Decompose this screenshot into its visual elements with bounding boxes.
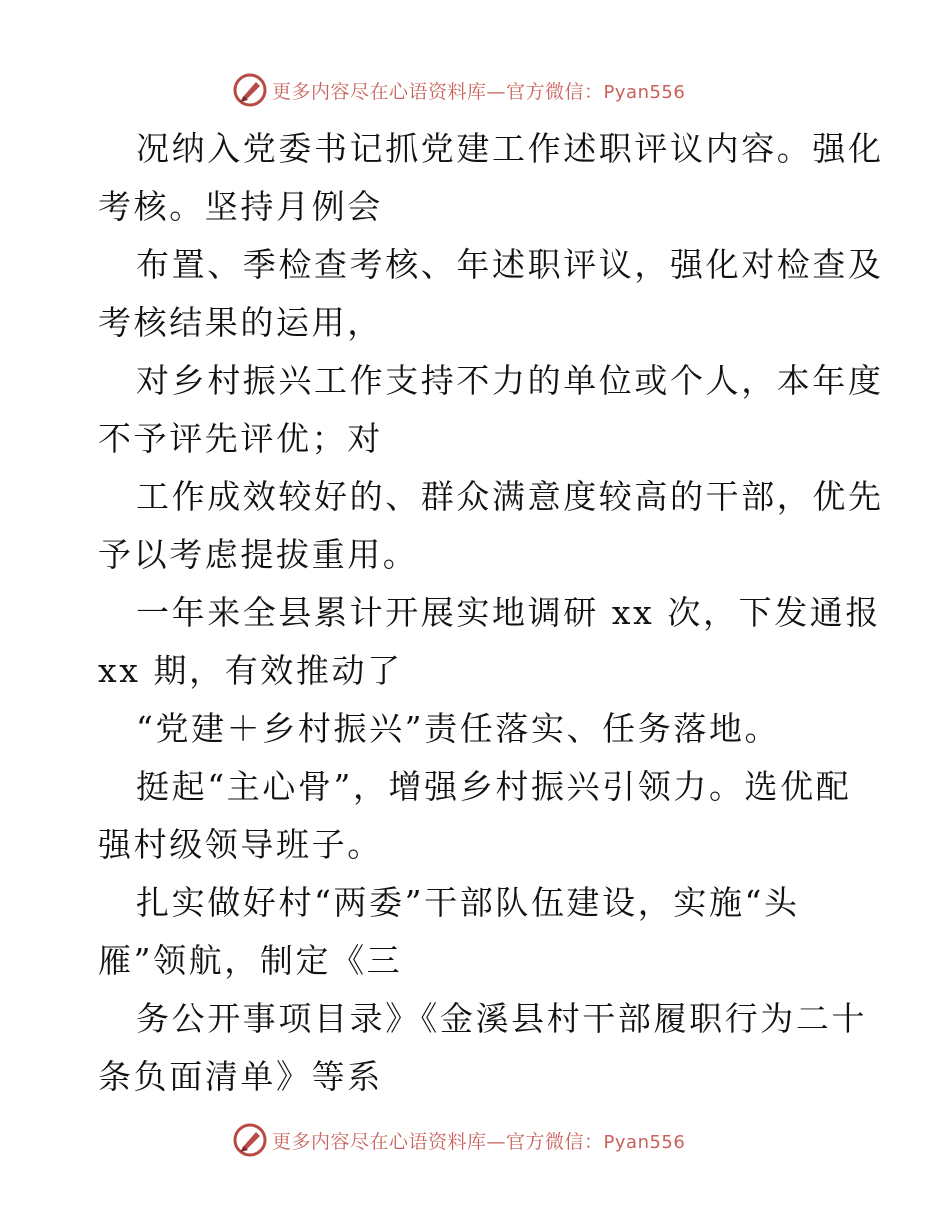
watermark-dash: — [486,80,507,103]
header-watermark [232,70,732,110]
text-line: 挺起“主心骨”，增强乡村振兴引领力。选优配 [136,767,852,806]
text-line: 对乡村振兴工作支持不力的单位或个人，本年度 [136,361,884,400]
pen-logo-icon [232,1122,268,1158]
watermark-main-text: 更多内容尽在心语资料库 [272,80,487,103]
text-line: 务公开事项目录》《金溪县村干部履职行为二十 [136,999,868,1038]
text-line: 考核。坚持月例会 [98,187,383,226]
watermark-id: Pyan556 [603,1131,686,1153]
watermark-id: Pyan556 [603,81,686,103]
text-line: 考核结果的运用， [98,303,383,342]
text-line: 一年来全县累计开展实地调研 xx 次，下发通报 [136,593,882,632]
text-line: 予以考虑提拔重用。 [98,535,419,574]
watermark-sub-text: 官方微信： [506,80,604,103]
text-line: 强村级领导班子。 [98,825,383,864]
footer-watermark [232,1120,732,1160]
text-line: 扎实做好村“两委”干部队伍建设，实施“头 [136,883,800,922]
text-line: xx 期，有效推动了 [98,651,403,690]
text-line: 况纳入党委书记抓党建工作述职评议内容。强化 [136,129,884,168]
text-line: “党建＋乡村振兴”责任落实、任务落地。 [136,709,781,748]
watermark-main-text: 更多内容尽在心语资料库 [272,1130,487,1153]
text-line: 工作成效较好的、群众满意度较高的干部，优先 [136,477,884,516]
body-text [98,120,884,1106]
text-line: 不予评先评优；对 [98,419,383,458]
watermark-sub-text: 官方微信： [506,1130,604,1153]
text-line: 雁”领航，制定《三 [98,941,403,980]
text-line: 条负面清单》等系 [98,1057,383,1096]
watermark-dash: — [486,1130,507,1153]
text-line: 布置、季检查考核、年述职评议，强化对检查及 [136,245,884,284]
pen-logo-icon [232,72,268,108]
